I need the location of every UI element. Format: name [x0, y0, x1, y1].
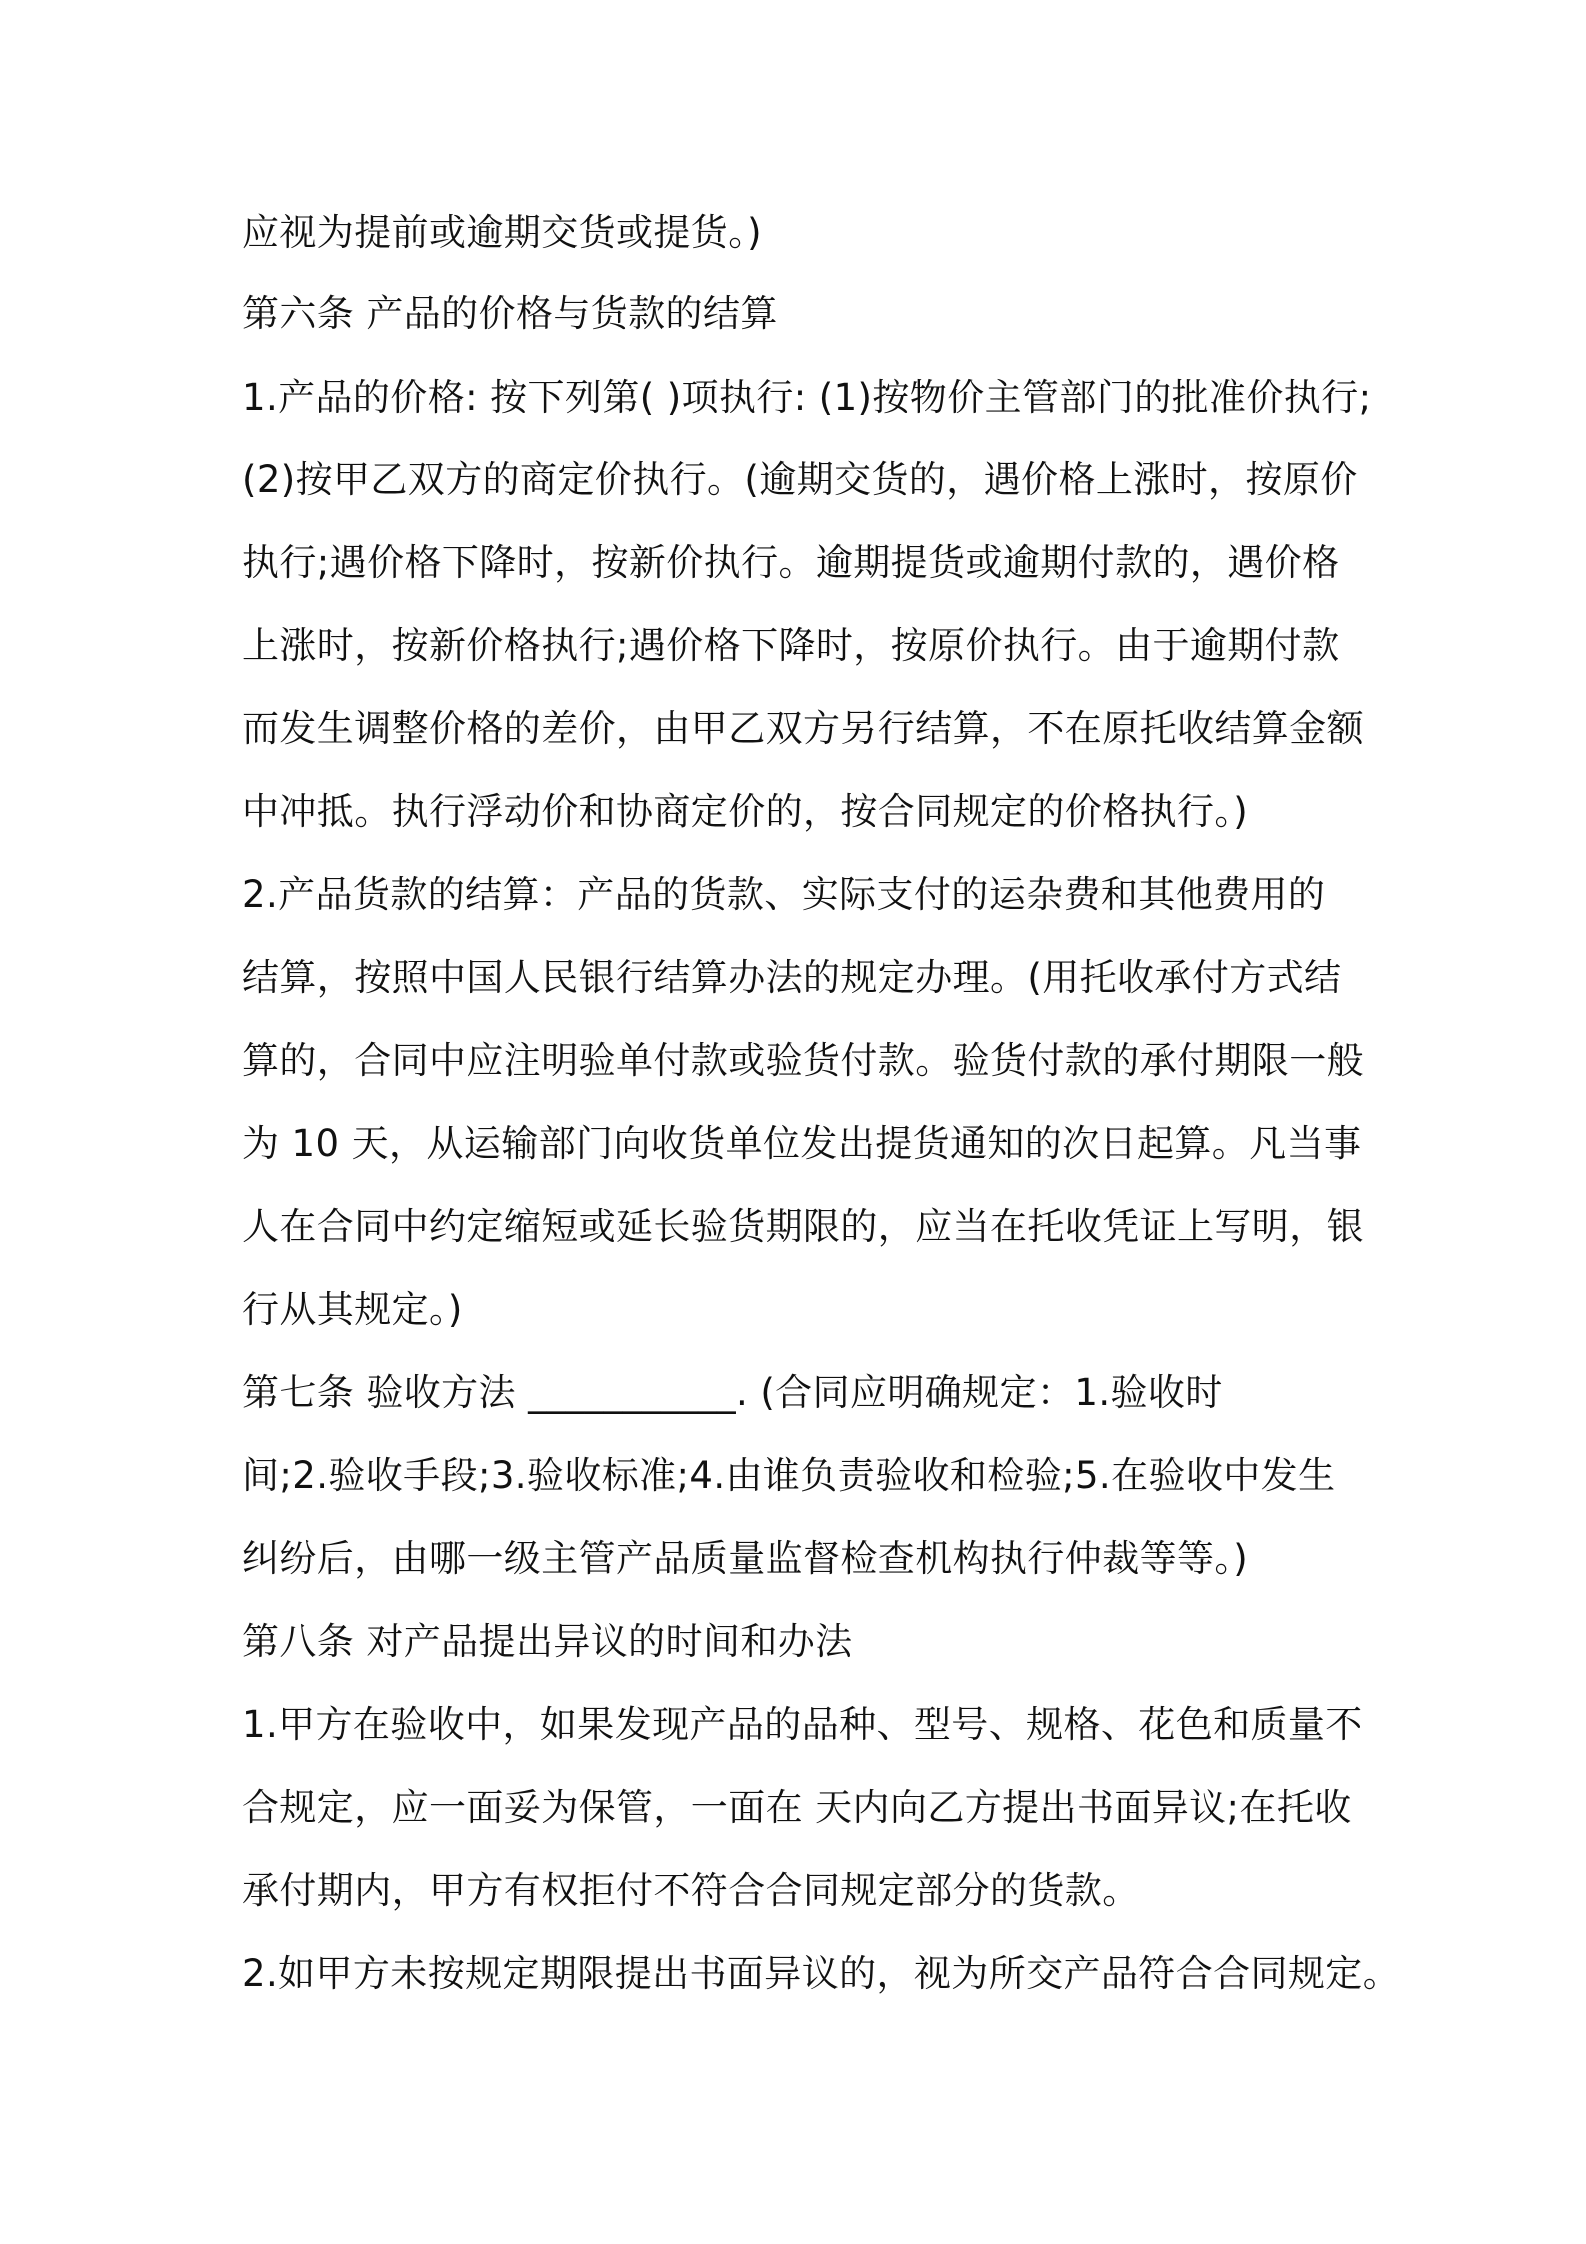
text-line-4: (2)按甲乙双方的商定价执行。(逾期交货的，遇价格上涨时，按原价	[242, 458, 1358, 501]
text-line-3: 1.产品的价格: 按下列第( )项执行: (1)按物价主管部门的批准价执行;	[242, 376, 1372, 419]
text-line-16: 间;2.验收手段;3.验收标准;4.由谁负责验收和检验;5.在验收中发生	[242, 1454, 1336, 1497]
article-7-heading: 第七条 验收方法 ___________. (合同应明确规定：1.验收时	[242, 1371, 1223, 1414]
text-line-1: 应视为提前或逾期交货或提货。)	[242, 211, 762, 254]
text-line-9: 2.产品货款的结算：产品的货款、实际支付的运杂费和其他费用的	[242, 873, 1326, 916]
text-line-6: 上涨时，按新价格执行;遇价格下降时，按原价执行。由于逾期付款	[242, 624, 1340, 667]
text-line-17: 纠纷后，由哪一级主管产品质量监督检查机构执行仲裁等等。)	[242, 1537, 1249, 1580]
text-line-12: 为 10 天，从运输部门向收货单位发出提货通知的次日起算。凡当事	[242, 1122, 1362, 1165]
text-line-20: 合规定，应一面妥为保管，一面在 天内向乙方提出书面异议;在托收	[242, 1786, 1352, 1829]
text-line-19: 1.甲方在验收中，如果发现产品的品种、型号、规格、花色和质量不	[242, 1703, 1363, 1746]
article-6-heading: 第六条 产品的价格与货款的结算	[242, 292, 778, 335]
text-line-22: 2.如甲方未按规定期限提出书面异议的，视为所交产品符合合同规定。	[242, 1952, 1401, 1995]
text-line-13: 人在合同中约定缩短或延长验货期限的，应当在托收凭证上写明，银	[242, 1205, 1364, 1248]
text-line-21: 承付期内，甲方有权拒付不符合合同规定部分的货款。	[242, 1869, 1140, 1912]
text-line-5: 执行;遇价格下降时，按新价执行。逾期提货或逾期付款的，遇价格	[242, 541, 1340, 584]
text-line-10: 结算，按照中国人民银行结算办法的规定办理。(用托收承付方式结	[242, 956, 1342, 999]
text-line-7: 而发生调整价格的差价，由甲乙双方另行结算，不在原托收结算金额	[242, 707, 1364, 750]
text-line-11: 算的，合同中应注明验单付款或验货付款。验货付款的承付期限一般	[242, 1039, 1364, 1082]
article-8-heading: 第八条 对产品提出异议的时间和办法	[242, 1620, 853, 1663]
text-line-8: 中冲抵。执行浮动价和协商定价的，按合同规定的价格执行。)	[242, 790, 1249, 833]
text-line-14: 行从其规定。)	[242, 1288, 463, 1331]
